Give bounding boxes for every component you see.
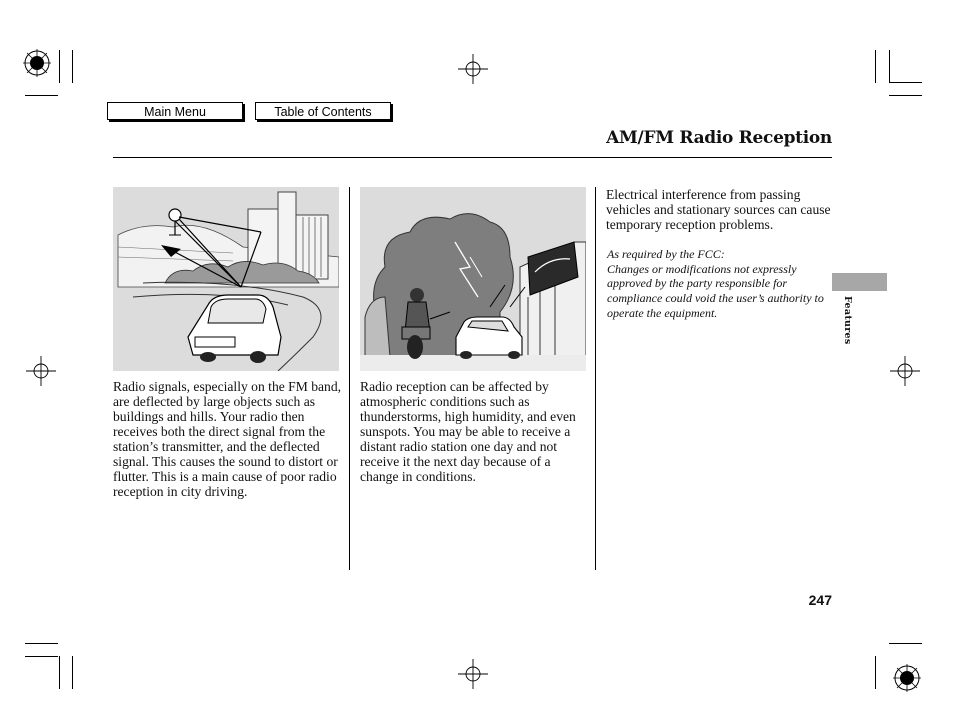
column-divider	[595, 187, 596, 570]
fcc-heading: As required by the FCC:	[607, 247, 725, 261]
figure-atmospheric-conditions	[360, 187, 586, 371]
table-of-contents-button[interactable]: Table of Contents	[255, 102, 391, 120]
fcc-body: Changes or modifications not expressly approved by the party responsible for compliance could void the user’s authority to operate the equipment.	[607, 261, 824, 320]
column-3-paragraph: Electrical interference from passing vehicles and stationary sources can cause temporary reception problems.	[606, 187, 831, 232]
section-label: Features	[842, 296, 853, 345]
crosshair-icon	[456, 52, 490, 86]
fcc-notice	[607, 247, 837, 321]
page-title: AM/FM Radio Reception	[606, 128, 832, 148]
crosshair-icon	[24, 354, 58, 388]
header-rule	[113, 157, 832, 158]
registration-target-icon	[22, 48, 52, 78]
column-1-paragraph: Radio signals, especially on the FM band, are deflected by large objects such as buildings and hills. Your radio then receives both the direct signal from the station’s transmitter, and the deflected signal. This causes the sound to distort or flutter. This is a main cause of poor radio reception in city driving.	[113, 379, 342, 499]
section-tab[interactable]	[832, 273, 887, 291]
crosshair-icon	[888, 354, 922, 388]
page-number: 247	[808, 592, 832, 608]
figure-deflected-signal	[113, 187, 339, 371]
crosshair-icon	[456, 657, 490, 691]
column-2-paragraph: Radio reception can be affected by atmospheric conditions such as thunderstorms, high humidity, and even sunspots. You may be able to receive a distant radio station one day and not receive it the next day because of a change in conditions.	[360, 379, 576, 484]
main-menu-button[interactable]: Main Menu	[107, 102, 243, 120]
column-divider	[349, 187, 350, 570]
registration-target-icon	[892, 663, 922, 693]
